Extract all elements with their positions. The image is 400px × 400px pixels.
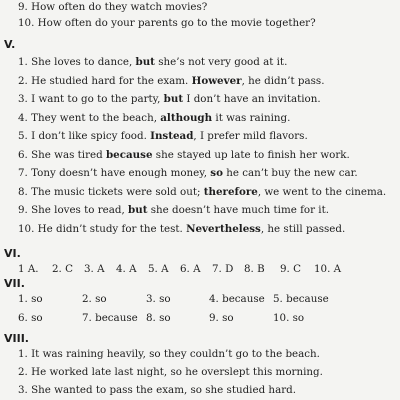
answer-cell: 5. A <box>148 263 169 275</box>
section-vi-answers <box>18 263 388 276</box>
section-v-item: 4. They went to the beach, although it was raining. <box>18 112 291 124</box>
answer-cell: 2. so <box>82 293 107 305</box>
section-vii-row <box>18 293 388 306</box>
answer-cell: 10. A <box>314 263 342 275</box>
section-v-item: 1. She loves to dance, but she’s not very good at it. <box>18 56 288 68</box>
section-v-item: 10. He didn’t study for the test. Nevertheless, he still passed. <box>18 223 346 235</box>
section-v-item: 9. She loves to read, but she doesn’t have much time for it. <box>18 204 330 216</box>
section-viii-heading: VIII. <box>4 332 29 345</box>
section-vii-heading: VII. <box>4 277 25 290</box>
answer-cell: 3. so <box>146 293 171 305</box>
answer-cell: 3. A <box>84 263 105 275</box>
answer-cell: 7. because <box>82 312 138 324</box>
answer-cell: 7. D <box>212 263 234 275</box>
answer-cell: 9. so <box>209 312 234 324</box>
answer-cell: 1. so <box>18 293 43 305</box>
section-v-item: 5. I don’t like spicy food. Instead, I prefer mild flavors. <box>18 130 308 142</box>
section-v-item: 2. He studied hard for the exam. However, he didn’t pass. <box>18 75 325 87</box>
answer-cell: 6. A <box>180 263 201 275</box>
section-v-item: 6. She was tired because she stayed up late to finish her work. <box>18 149 350 161</box>
section-vi-heading: VI. <box>4 247 21 260</box>
question-9: 9. How often do they watch movies? <box>18 1 208 13</box>
answer-cell: 5. because <box>273 293 329 305</box>
answer-cell: 4. because <box>209 293 265 305</box>
answer-cell: 8. so <box>146 312 171 324</box>
section-v-item: 3. I want to go to the party, but I don’t have an invitation. <box>18 93 321 105</box>
answer-cell: 2. C <box>52 263 73 275</box>
answer-cell: 6. so <box>18 312 43 324</box>
answer-cell: 8. B <box>244 263 265 275</box>
section-viii-item: 2. He worked late last night, so he overslept this morning. <box>18 366 323 378</box>
section-viii-item: 3. She wanted to pass the exam, so she studied hard. <box>18 384 296 396</box>
section-viii-item: 1. It was raining heavily, so they couldn’t go to the beach. <box>18 348 320 360</box>
section-v-heading: V. <box>4 38 16 51</box>
section-v-item: 8. The music tickets were sold out; therefore, we went to the cinema. <box>18 186 387 198</box>
section-vii-row <box>18 312 388 325</box>
question-10: 10. How often do your parents go to the movie together? <box>18 17 316 29</box>
section-v-item: 7. Tony doesn’t have enough money, so he can’t buy the new car. <box>18 167 358 179</box>
answer-cell: 1 A. <box>18 263 39 275</box>
answer-cell: 4. A <box>116 263 137 275</box>
answer-cell: 10. so <box>273 312 305 324</box>
answer-cell: 9. C <box>280 263 301 275</box>
